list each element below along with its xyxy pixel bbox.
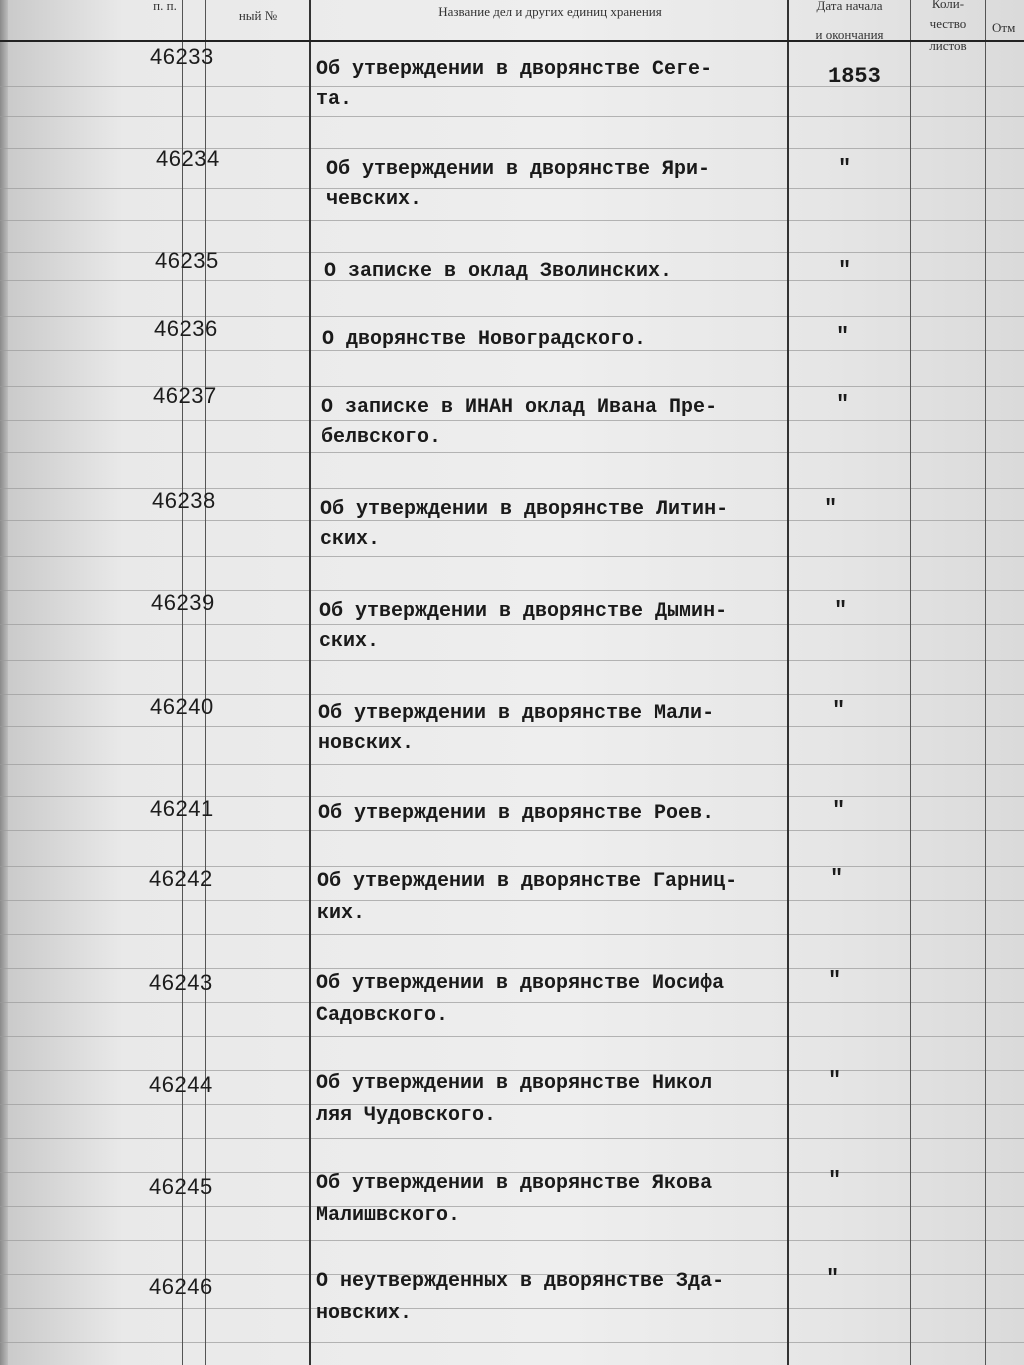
header-count-line1: Коли- <box>931 0 965 11</box>
record-number: 46234 <box>156 146 220 171</box>
record-title-line2: ляя Чудовского. <box>316 1104 497 1127</box>
ruled-line <box>0 934 1024 935</box>
ruled-line <box>0 252 1024 253</box>
header-notes: Отм <box>992 20 1016 35</box>
record-title-line1: Об утверждении в дворянстве Иосифа <box>316 972 725 995</box>
record-number: 46244 <box>149 1072 213 1097</box>
header-count-line3: листов <box>929 38 967 53</box>
ruled-line <box>0 220 1024 221</box>
record-title-line1: Об утверждении в дворянстве Яри- <box>326 158 711 181</box>
binding-edge <box>0 0 8 1365</box>
record-title-line1: Об утверждении в дворянстве Никол <box>316 1072 713 1095</box>
ruled-line <box>0 764 1024 765</box>
record-title-line1: Об утверждении в дворянстве Литин- <box>320 498 729 521</box>
ruled-line <box>0 830 1024 831</box>
header-title: Название дел и других единиц хранения <box>438 4 662 19</box>
record-date: " <box>838 258 852 283</box>
record-title-line1: О неутвержденных в дворянстве Зда- <box>316 1270 725 1293</box>
ruled-line <box>0 660 1024 661</box>
record-title-line1: Об утверждении в дворянстве Роев. <box>318 802 715 825</box>
record-number: 46241 <box>150 796 214 821</box>
record-title-line1: Об утверждении в дворянстве Гарниц- <box>317 870 738 893</box>
record-date: 1853 <box>828 64 881 89</box>
record-title-line2: та. <box>316 88 353 111</box>
column-divider <box>309 0 311 1365</box>
header-inventory-number: ный № <box>238 8 278 23</box>
record-date: " <box>832 798 846 823</box>
record-date: " <box>836 392 850 417</box>
record-number: 46236 <box>154 316 218 341</box>
record-title-line2: ских. <box>320 528 381 551</box>
record-title-line2: чевских. <box>326 188 423 211</box>
header-pp: п. п. <box>153 0 177 13</box>
record-title-line2: ских. <box>319 630 380 653</box>
record-date: " <box>828 968 842 993</box>
record-number: 46246 <box>149 1274 213 1299</box>
record-number: 46237 <box>153 383 217 408</box>
record-title-line1: Об утверждении в дворянстве Дымин- <box>319 600 728 623</box>
header-date-line1: Дата начала <box>816 0 883 13</box>
record-date: " <box>836 324 850 349</box>
record-date: " <box>834 598 848 623</box>
record-title-line2: ких. <box>317 902 366 925</box>
record-number: 46235 <box>155 248 219 273</box>
record-title-line2: белвского. <box>321 426 442 449</box>
ruled-line <box>0 1240 1024 1241</box>
record-title-line1: О записке в оклад Зволинских. <box>324 260 673 283</box>
record-title-line2: новских. <box>318 732 415 755</box>
record-number: 46245 <box>149 1174 213 1199</box>
column-divider <box>205 0 206 1365</box>
record-number: 46238 <box>152 488 216 513</box>
record-number: 46242 <box>149 866 213 891</box>
header-date-line2: и окончания <box>815 27 884 42</box>
record-date: " <box>824 496 838 521</box>
record-number: 46243 <box>149 970 213 995</box>
record-title-line1: Об утверждении в дворянстве Якова <box>316 1172 713 1195</box>
record-title-line1: Об утверждении в дворянстве Сеге- <box>316 58 713 81</box>
record-title-line2: Садовского. <box>316 1004 449 1027</box>
record-number: 46233 <box>150 44 214 69</box>
record-number: 46239 <box>151 590 215 615</box>
ruled-line <box>0 556 1024 557</box>
column-divider <box>182 0 183 1365</box>
record-date: " <box>838 156 852 181</box>
record-date: " <box>826 1266 840 1291</box>
record-title-line1: О записке в ИНАН оклад Ивана Пре- <box>321 396 718 419</box>
record-title-line2: Малишвского. <box>316 1204 461 1227</box>
ruled-line <box>0 148 1024 149</box>
column-divider <box>985 0 986 1365</box>
ruled-line <box>0 1342 1024 1343</box>
record-title-line1: О дворянстве Новоградского. <box>322 328 647 351</box>
record-title-line2: новских. <box>316 1302 413 1325</box>
record-date: " <box>832 698 846 723</box>
ruled-line <box>0 1138 1024 1139</box>
record-date: " <box>828 1068 842 1093</box>
record-title-line1: Об утверждении в дворянстве Мали- <box>318 702 715 725</box>
ruled-line <box>0 116 1024 117</box>
header-count-line2: чество <box>929 16 967 31</box>
record-number: 46240 <box>150 694 214 719</box>
ruled-line <box>0 1036 1024 1037</box>
record-date: " <box>830 866 844 891</box>
column-divider <box>910 0 911 1365</box>
record-date: " <box>828 1168 842 1193</box>
